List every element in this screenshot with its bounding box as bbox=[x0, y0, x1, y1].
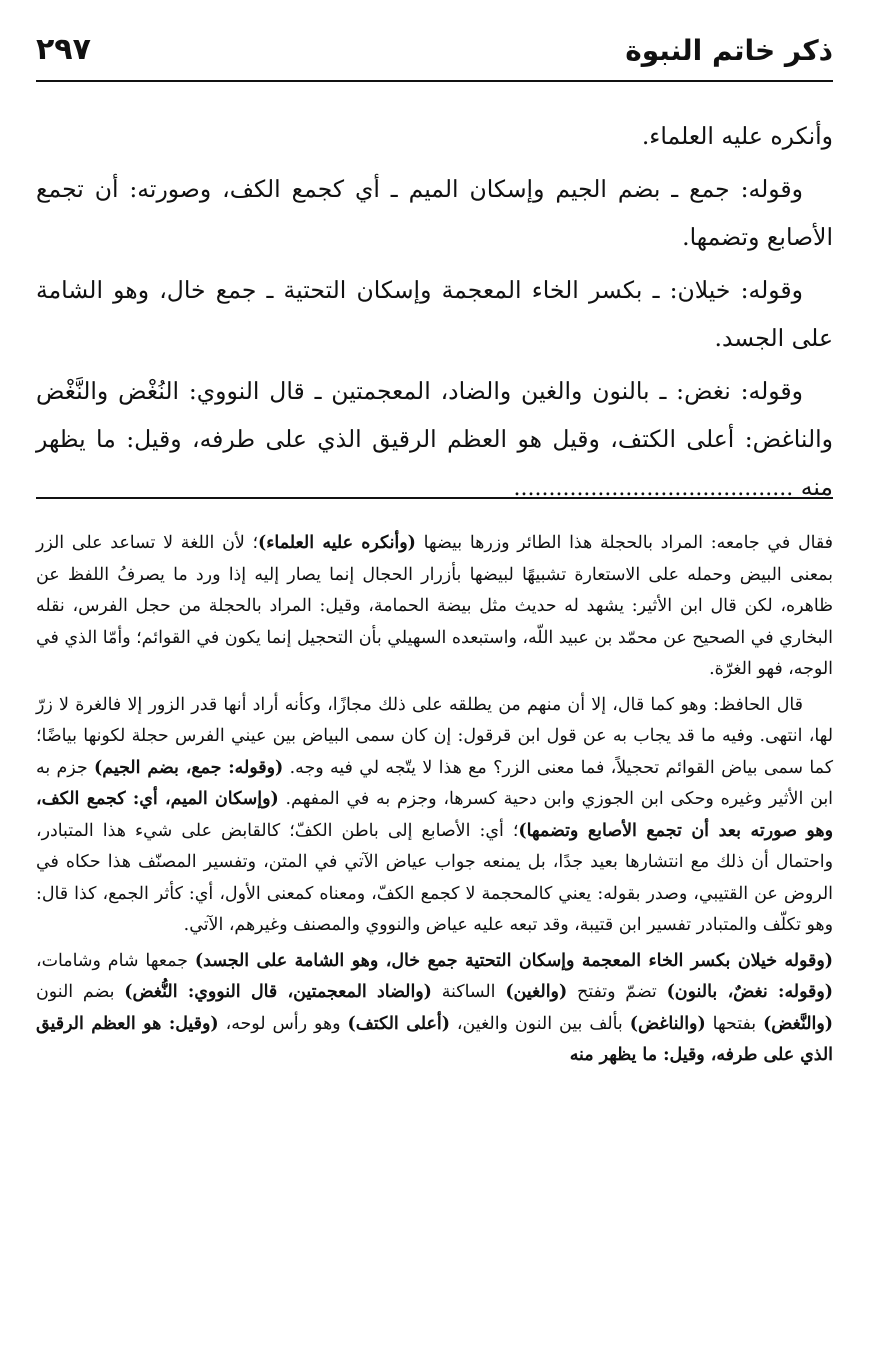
commentary-paragraph-1 bbox=[36, 528, 833, 686]
commentary-text-run: الساكنة bbox=[431, 982, 506, 1002]
commentary-paragraph-2 bbox=[36, 690, 833, 942]
commentary-quote: (والناغض) bbox=[629, 1013, 706, 1034]
commentary-quote: (وأنكره عليه العلماء) bbox=[258, 533, 416, 553]
main-paragraph-4 bbox=[36, 367, 833, 513]
commentary-quote: (وقيل: هو العظم الرقيق الذي على طرفه، وقيل: ما يظهر منه bbox=[36, 1013, 833, 1065]
commentary-quote: (والضاد المعجمتين، قال النووي: النُّغض) bbox=[124, 982, 432, 1002]
footnote-separator bbox=[36, 497, 833, 499]
main-paragraph-4-text: وقوله: نغض: ـ بالنون والغين والضاد، المعجمتين ـ قال النووي: النُغْض والنَّغْض والناغض: أعلى الكتف، وقيل هو العظم الرقيق الذي على طرفه، وقيل: ما يظهر منه bbox=[36, 377, 833, 501]
commentary-text-run: ؛ أي: الأصابع إلى باطن الكفّ؛ كالقابض على شيء هذا المتبادر، واحتمال أن ذلك مع انتشارها بعيد جدًا، بل يمنعه جواب عياض الآتي في المتن، وتفسير المصنّف هذا حكاه في الروض عن القتيبي، وصدر بقوله: يعني كالمحجمة لا كجمع الكفّ، ومعناه كمعنى الأول، أي: كأثر الجمع، كذا قال: وهو تكلّف والمتبادر تفسير ابن قتيبة، وقد تبعه عليه عياض والنووي والمصنف وغيرهم، الآتي. bbox=[36, 820, 833, 935]
commentary-quote: (وإسكان الميم، أي: كجمع الكف، وهو صورته بعد أن تجمع الأصابع وتضمها) bbox=[36, 789, 833, 841]
commentary-text-run: بألف بين النون والغين، bbox=[449, 1013, 630, 1034]
commentary-text-run: وهو رأس لوحه، bbox=[218, 1013, 348, 1034]
commentary-text-run: ؛ لأن اللغة لا تساعد على الزر بمعنى البيض وحمله على الاستعارة تشبيهًا لبيضها بأزرار الحجال إنما يصار إليه إذا ورد ما يصرفُ اللفظ عن ظاهره، لكن قال ابن الأثير: يشهد له حديث مثل بيضة الحمامة، وقيل: المراد بالحجلة من حجل الفرس، نقله البخاري في الصحيح عن محمّد بن عبيد اللّه، واستبعده السهيلي بأن التحجيل إنما يكون في القوائم؛ وأمّا الذي في الوجه، فهو الغرّة. bbox=[36, 533, 833, 679]
commentary-quote: (وقوله خيلان بكسر الخاء المعجمة وإسكان التحتية جمع خال، وهو الشامة على الجسد) bbox=[194, 950, 833, 971]
main-paragraph-3: وقوله: خيلان: ـ بكسر الخاء المعجمة وإسكان التحتية ـ جمع خال، وهو الشامة على الجسد. bbox=[36, 276, 833, 352]
commentary-quote: (وقوله: نغضٌ، بالنون) bbox=[666, 982, 833, 1002]
commentary-quote: (والغين) bbox=[505, 982, 568, 1002]
running-title: ذكر خاتم النبوة bbox=[625, 34, 833, 67]
commentary-text-run: جزم به ابن الأثير وغيره وحكى ابن الجوزي وابن دحية كسرها، وجزم به في المفهم. bbox=[36, 757, 834, 809]
commentary-text-run: بضم النون bbox=[36, 982, 125, 1002]
commentary-quote: (والنَّغض) bbox=[763, 1013, 834, 1034]
main-text bbox=[36, 112, 833, 518]
commentary-text-run: جمعها شام وشامات، bbox=[36, 950, 195, 971]
commentary-text-run: قال الحافظ: وهو كما قال، إلا أن منهم من يطلقه على ذلك مجازًا، وكأنه أراد أنها قدر الزور إلا فالغرة لا زرّ لها، انتهى. وفيه ما قد يجاب به عن قول ابن قرقول: إن كان سمى البياض بين عيني الفرس حجلة لكونها بياضًا؛ كما سمى بياض القوائم تحجيلاً، فما معنى الزر؟ مع هذا لا يتّجه لي فيه وجه. bbox=[36, 694, 833, 778]
commentary-text-run: بفتحها bbox=[705, 1013, 764, 1034]
page-number: ٢٩٧ bbox=[36, 32, 91, 67]
commentary-text-run: فقال في جامعه: المراد بالحجلة هذا الطائر وزرها بيضها bbox=[415, 533, 833, 553]
commentary-quote: (أعلى الكتف) bbox=[347, 1013, 450, 1034]
commentary-paragraph-3 bbox=[36, 946, 833, 1072]
ellipsis-dots: ........................................ bbox=[513, 476, 794, 501]
page-header bbox=[36, 28, 833, 82]
commentary-text bbox=[36, 528, 833, 1076]
main-paragraph-2: وقوله: جمع ـ بضم الجيم وإسكان الميم ـ أي كجمع الكف، وصورته: أن تجمع الأصابع وتضمها. bbox=[36, 175, 833, 251]
commentary-quote: (وقوله: جمع، بضم الجيم) bbox=[94, 757, 284, 778]
main-paragraph-1: وأنكره عليه العلماء. bbox=[641, 122, 833, 150]
commentary-text-run: تضمّ وتفتح bbox=[567, 982, 667, 1002]
